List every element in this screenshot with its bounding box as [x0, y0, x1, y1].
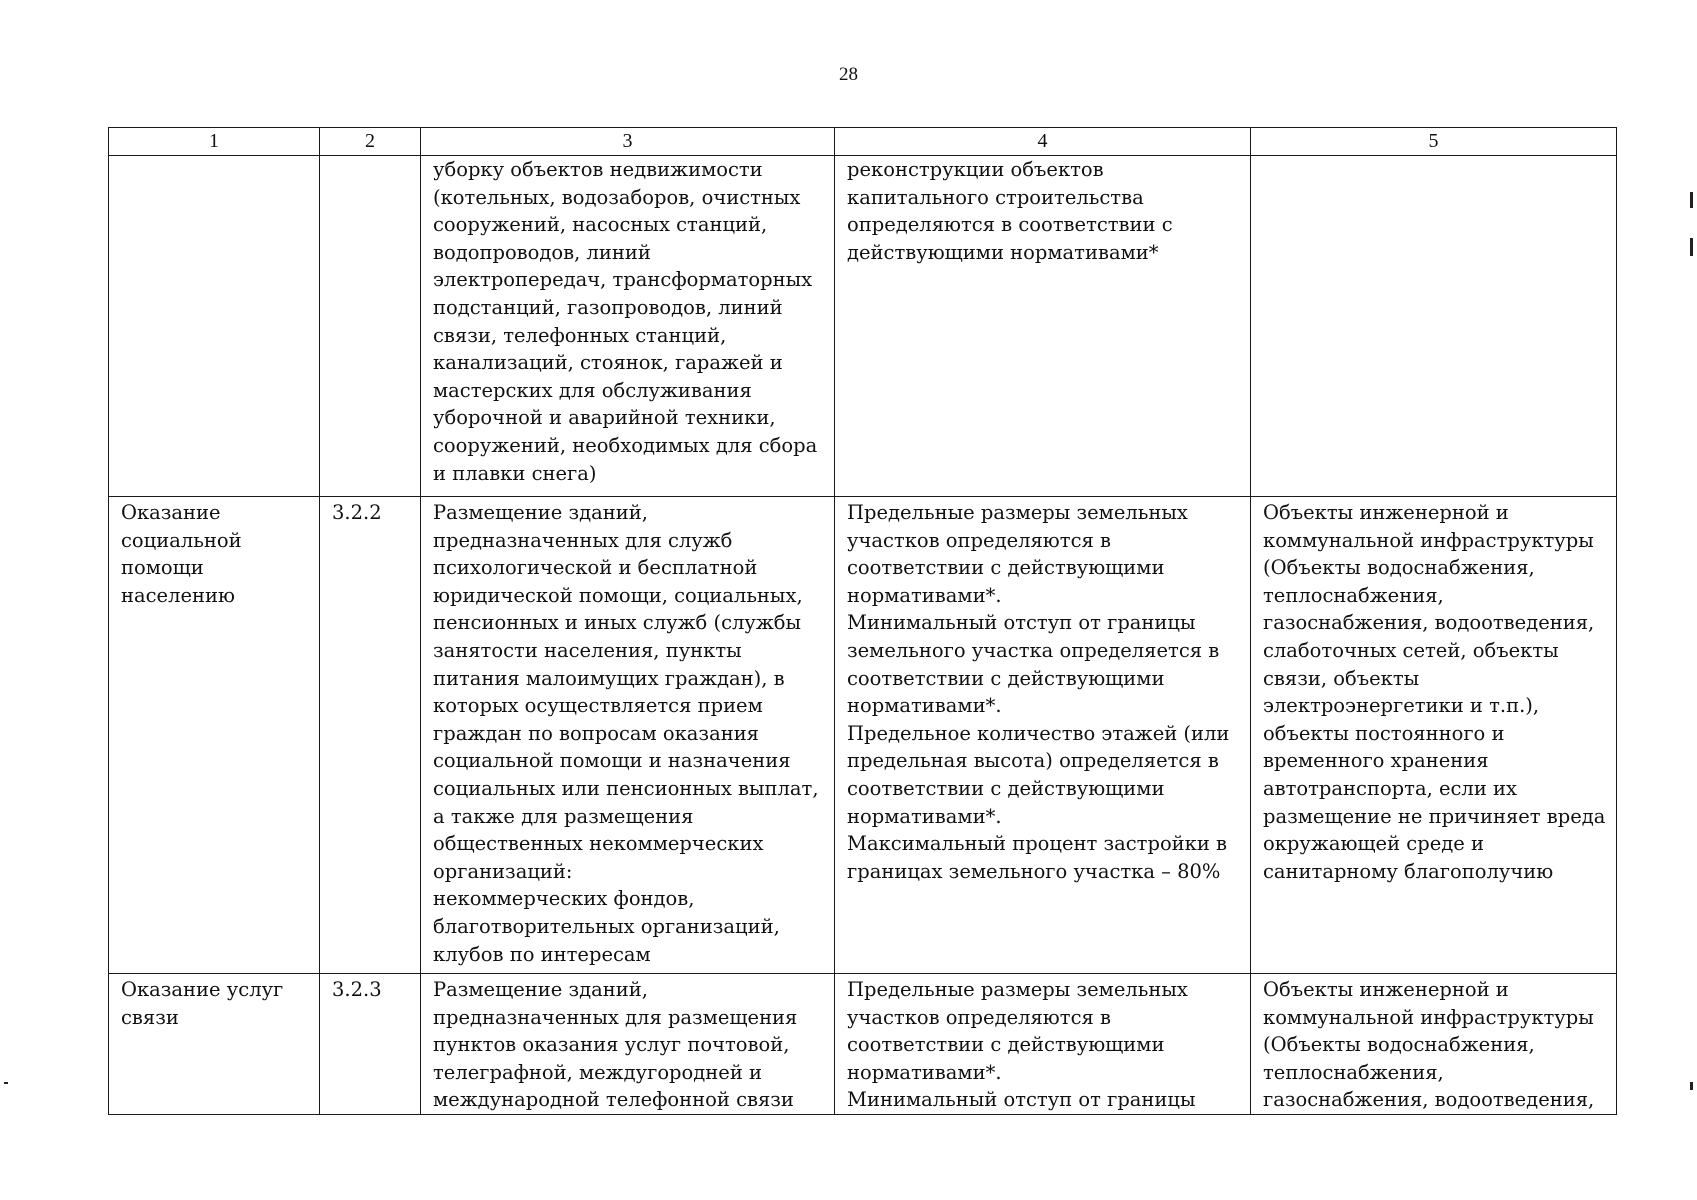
use-type-code-cell: 3.2.2: [320, 497, 421, 974]
scan-edge-mark: [1690, 192, 1693, 208]
header-col-1: 1: [109, 128, 320, 156]
use-type-code-cell: [320, 156, 421, 497]
header-row: [109, 128, 1617, 156]
page-number: 28: [839, 64, 858, 85]
table-row: [109, 497, 1617, 974]
parameters-cell: Предельные размеры земельных участков определяются в соответствии с действующими нормативами*. Минимальный отступ от границы земельного участка определяется в соответствии с действующими нормативами*. Предельное количество этажей (или предельная высота) определяется в соответствии с действующими нормативами*. Максимальный процент застройки в границах земельного участка – 80%: [835, 497, 1251, 974]
parameters-cell: реконструкции объектов капитального строительства определяются в соответствии с действующими нормативами*: [835, 156, 1251, 497]
scan-edge-mark: [4, 1082, 8, 1084]
use-type-code-cell: 3.2.3: [320, 974, 421, 1115]
header-col-4: 4: [835, 128, 1251, 156]
header-col-3: 3: [421, 128, 835, 156]
use-description-cell: Размещение зданий, предназначенных для служб психологической и бесплатной юридической помощи, социальных, пенсионных и иных служб (службы занятости населения, пункты питания малоимущих граждан), в которых осуществляется прием граждан по вопросам оказания социальной помощи и назначения социальных или пенсионных выплат, а также для размещения общественных некоммерческих организаций: некоммерческих фондов, благотворительных организаций, клубов по интересам: [421, 497, 835, 974]
auxiliary-uses-cell: [1251, 156, 1617, 497]
land-use-table: [108, 127, 1617, 1115]
use-type-name-cell: Оказание услуг связи: [109, 974, 320, 1115]
table-header: [109, 128, 1617, 156]
header-col-2: 2: [320, 128, 421, 156]
use-description-cell: уборку объектов недвижимости (котельных, водозаборов, очистных сооружений, насосных станций, водопроводов, линий электропередач, трансформаторных подстанций, газопроводов, линий связи, телефонных станций, канализаций, стоянок, гаражей и мастерских для обслуживания уборочной и аварийной техники, сооружений, необходимых для сбора и плавки снега): [421, 156, 835, 497]
table-row: [109, 974, 1617, 1115]
auxiliary-uses-cell: Объекты инженерной и коммунальной инфраструктуры (Объекты водоснабжения, теплоснабжения, газоснабжения, водоотведения, слаботочных сетей, объекты связи, объекты электроэнергетики и т.п.), объекты постоянного и временного хранения автотранспорта, если их размещение не причиняет вреда окружающей среде и санитарному благополучию: [1251, 497, 1617, 974]
parameters-cell: Предельные размеры земельных участков определяются в соответствии с действующими нормативами*. Минимальный отступ от границы: [835, 974, 1251, 1115]
use-type-name-cell: Оказание социальной помощи населению: [109, 497, 320, 974]
scan-edge-mark: [1690, 1082, 1693, 1090]
table-row: [109, 156, 1617, 497]
use-description-cell: Размещение зданий, предназначенных для размещения пунктов оказания услуг почтовой, телеграфной, междугородней и международной телефонной связи: [421, 974, 835, 1115]
use-type-name-cell: [109, 156, 320, 497]
table-body: [109, 156, 1617, 1115]
auxiliary-uses-cell: Объекты инженерной и коммунальной инфраструктуры (Объекты водоснабжения, теплоснабжения, газоснабжения, водоотведения,: [1251, 974, 1617, 1115]
header-col-5: 5: [1251, 128, 1617, 156]
scan-edge-mark: [1690, 238, 1693, 256]
